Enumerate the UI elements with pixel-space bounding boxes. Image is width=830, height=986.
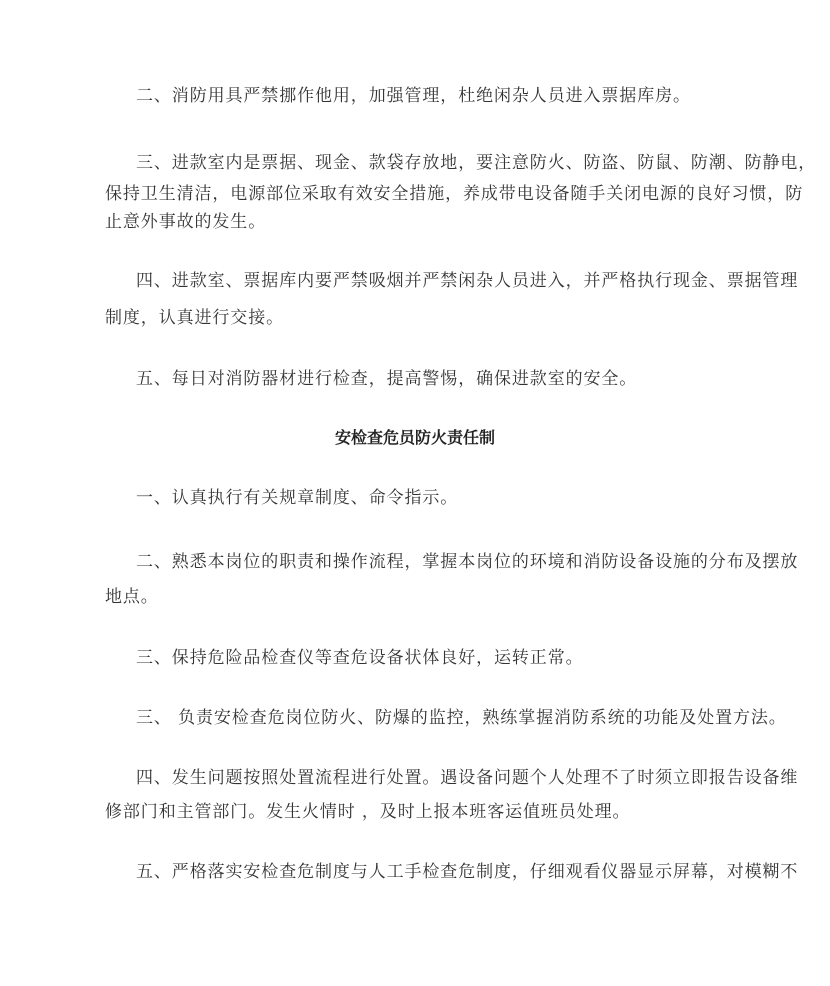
- duty-4-line-1: 四、发生问题按照处置流程进行处置。遇设备问题个人处理不了时须立即报告设备维: [136, 768, 799, 788]
- duty-5-line-1: 五、严格落实安检查危制度与人工手检查危制度，仔细观看仪器显示屏幕，对模糊不: [136, 862, 799, 882]
- paragraph-3-line-2: 保持卫生清洁，电源部位采取有效安全措施，养成带电设备随手关闭电源的良好习惯，防: [105, 184, 804, 204]
- duty-1-line-1: 一、认真执行有关规章制度、命令指示。: [136, 488, 459, 508]
- section-title: 安检查危员防火责任制: [334, 428, 495, 447]
- duty-2-line-2: 地点。: [105, 587, 159, 607]
- duty-3-line-1: 三、保持危险品检查仪等查危设备状体良好，运转正常。: [136, 648, 584, 668]
- paragraph-2-line-1: 二、消防用具严禁挪作他用，加强管理，杜绝闲杂人员进入票据库房。: [136, 86, 691, 106]
- paragraph-3-line-3: 止意外事故的发生。: [105, 212, 267, 232]
- duty-4-line-2: 修部门和主管部门。发生火情时 ，及时上报本班客运值班员处理。: [105, 802, 631, 822]
- paragraph-4-line-2: 制度，认真进行交接。: [105, 308, 284, 328]
- paragraph-3-line-1: 三、进款室内是票据、现金、款袋存放地，要注意防火、防盗、防鼠、防潮、防静电，: [136, 153, 817, 173]
- paragraph-4-line-1: 四、进款室、票据库内要严禁吸烟并严禁闲杂人员进入，并严格执行现金、票据管理: [136, 271, 799, 291]
- paragraph-5-line-1: 五、每日对消防器材进行检查，提高警惕，确保进款室的安全。: [136, 369, 638, 389]
- duty-2-line-1: 二、熟悉本岗位的职责和操作流程，掌握本岗位的环境和消防设备设施的分布及摆放: [136, 552, 799, 572]
- duty-3b-line-1: 三、 负责安检查危岗位防火、防爆的监控，熟练掌握消防系统的功能及处置方法。: [136, 708, 787, 728]
